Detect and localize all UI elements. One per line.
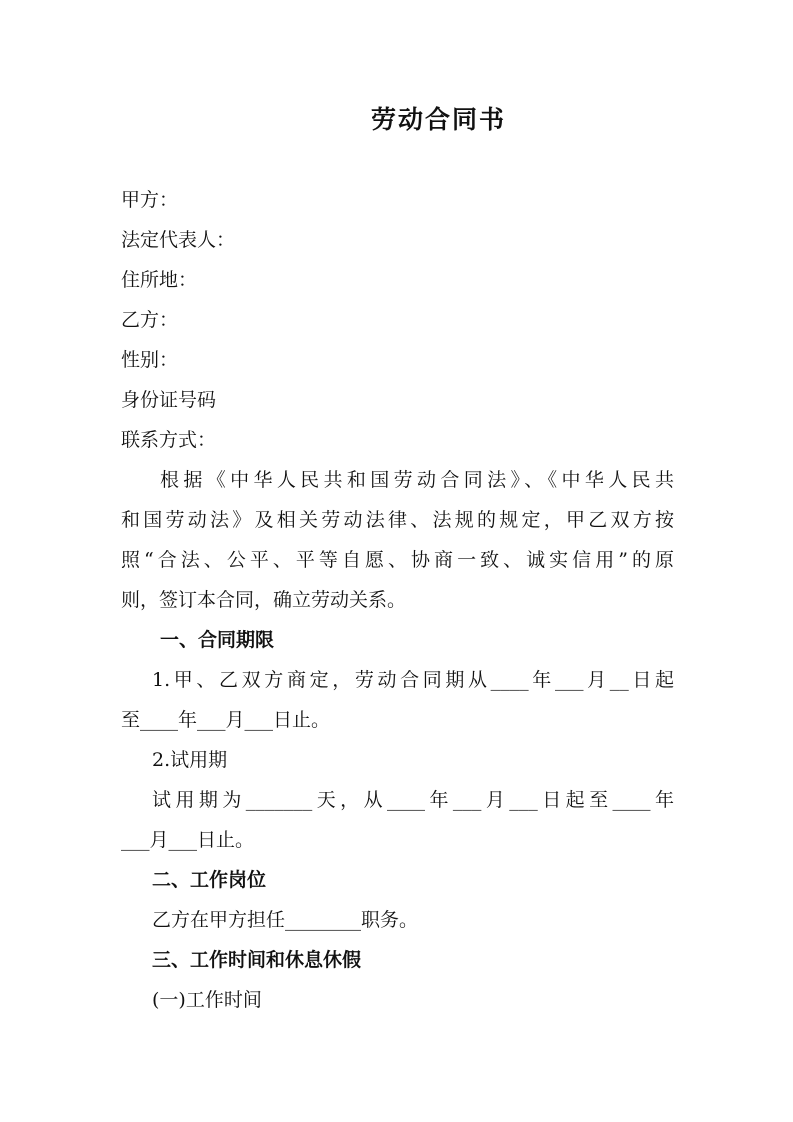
field-party-b: 乙方： [121, 309, 179, 331]
field-contact: 联系方式： [121, 429, 217, 451]
section-heading-contract-term: 一、合同期限 [160, 629, 275, 651]
clause-text: 1.甲、乙双方商定，劳动合同期从____年___月__日起 [152, 669, 674, 691]
clause-subheading-probation: 2.试用期 [152, 749, 228, 771]
preamble-line: 照“合法、公平、平等自愿、协商一致、诚实信用”的原 [121, 549, 674, 571]
clause-text: ___月___日止。 [121, 829, 255, 851]
document-title: 劳动合同书 [370, 105, 506, 134]
section-heading-working-hours: 三、工作时间和休息休假 [152, 949, 362, 971]
field-id-number: 身份证号码 [121, 389, 217, 411]
field-gender: 性别： [121, 349, 179, 371]
clause-text: 至____年___月___日止。 [121, 709, 331, 731]
preamble-line: 根据《中华人民共和国劳动合同法》、《中华人民共 [160, 469, 674, 491]
field-party-a: 甲方： [121, 189, 179, 211]
preamble-line: 则，签订本合同，确立劳动关系。 [121, 589, 407, 611]
field-legal-representative: 法定代表人： [121, 229, 236, 251]
field-address: 住所地： [121, 269, 198, 291]
clause-text: 试用期为_______天，从____年___月___日起至____年 [152, 789, 674, 811]
section-heading-position: 二、工作岗位 [152, 869, 267, 891]
clause-subheading-working-time: (一)工作时间 [152, 989, 262, 1011]
preamble-line: 和国劳动法》及相关劳动法律、法规的规定，甲乙双方按 [121, 509, 674, 531]
clause-text: 乙方在甲方担任________职务。 [152, 909, 419, 931]
